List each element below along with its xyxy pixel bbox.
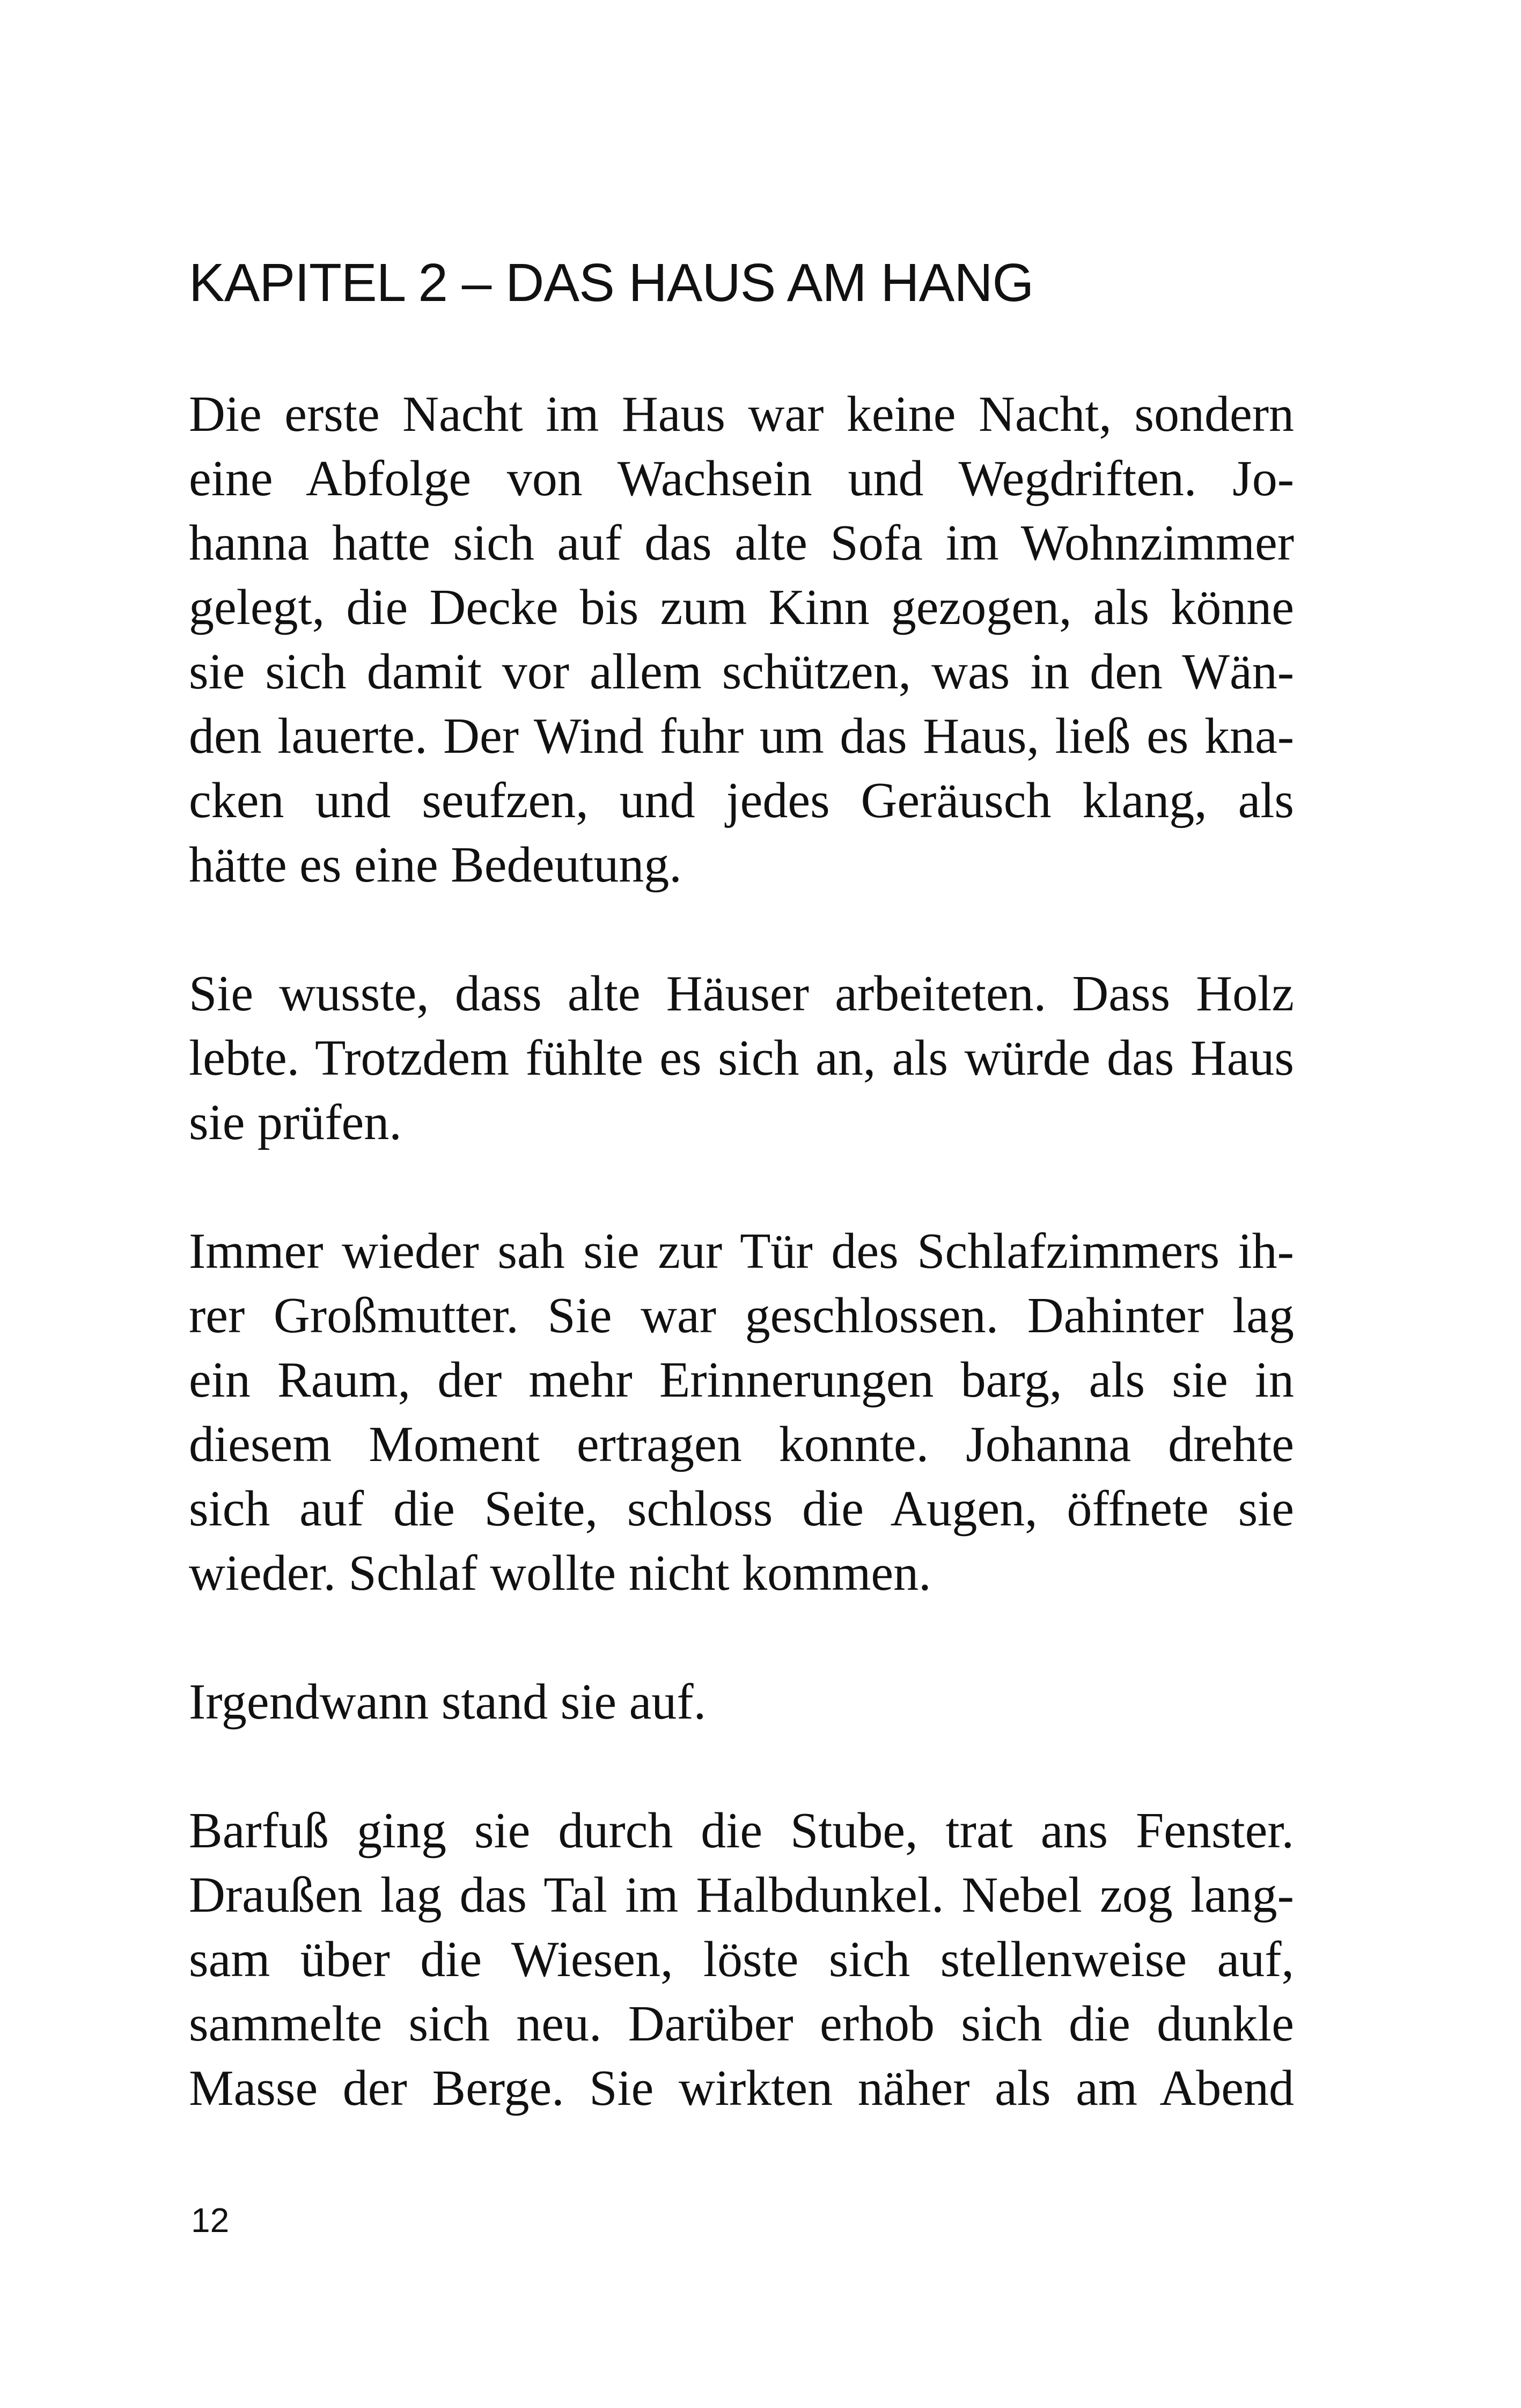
text-line: cken und seufzen, und jedes Geräusch klang, als <box>189 773 1294 828</box>
text-line: sich auf die Seite, schloss die Augen, öffnete sie <box>189 1481 1294 1537</box>
text-line: rer Großmutter. Sie war geschlossen. Dahinter lag <box>189 1288 1294 1344</box>
paragraph <box>189 1798 1294 2120</box>
text-line: sammelte sich neu. Darüber erhob sich die dunkle <box>189 1996 1294 2052</box>
text-line: wieder. Schlaf wollte nicht kommen. <box>189 1545 931 1601</box>
body-text <box>189 382 1294 2120</box>
paragraph <box>189 382 1294 897</box>
page-number: 12 <box>191 2201 230 2240</box>
paragraph <box>189 1219 1294 1605</box>
text-line: sie sich damit vor allem schützen, was in den Wän- <box>189 644 1294 700</box>
text-line: Die erste Nacht im Haus war keine Nacht, sondern <box>189 386 1294 442</box>
paragraph <box>189 1670 1294 1734</box>
paragraph-gap <box>189 1155 1294 1219</box>
text-line: Sie wusste, dass alte Häuser arbeiteten. Dass Holz <box>189 966 1294 1022</box>
text-line: diesem Moment ertragen konnte. Johanna drehte <box>189 1416 1294 1472</box>
paragraph-gap <box>189 897 1294 961</box>
text-line: ein Raum, der mehr Erinnerungen barg, als sie in <box>189 1352 1294 1408</box>
text-line: eine Abfolge von Wachsein und Wegdriften. Jo- <box>189 451 1294 506</box>
text-line: sam über die Wiesen, löste sich stellenweise auf, <box>189 1932 1294 1987</box>
text-line: hätte es eine Bedeutung. <box>189 837 682 893</box>
paragraph-gap <box>189 1734 1294 1798</box>
text-line: gelegt, die Decke bis zum Kinn gezogen, als könne <box>189 579 1294 635</box>
text-line: sie prüfen. <box>189 1095 402 1150</box>
text-line: Masse der Berge. Sie wirkten näher als am Abend <box>189 2060 1294 2116</box>
text-line: Draußen lag das Tal im Halbdunkel. Nebel zog lang- <box>189 1867 1294 1923</box>
text-line: Barfuß ging sie durch die Stube, trat ans Fenster. <box>189 1803 1294 1859</box>
paragraph-gap <box>189 1605 1294 1670</box>
text-line: Irgendwann stand sie auf. <box>189 1674 707 1730</box>
text-line: den lauerte. Der Wind fuhr um das Haus, ließ es kna- <box>189 708 1294 764</box>
text-line: Immer wieder sah sie zur Tür des Schlafzimmers ih- <box>189 1223 1294 1279</box>
text-line: hanna hatte sich auf das alte Sofa im Wohnzimmer <box>189 515 1294 571</box>
text-line: lebte. Trotzdem fühlte es sich an, als würde das Haus <box>189 1030 1294 1086</box>
chapter-title: KAPITEL 2 – DAS HAUS AM HANG <box>189 253 1034 313</box>
paragraph <box>189 961 1294 1155</box>
